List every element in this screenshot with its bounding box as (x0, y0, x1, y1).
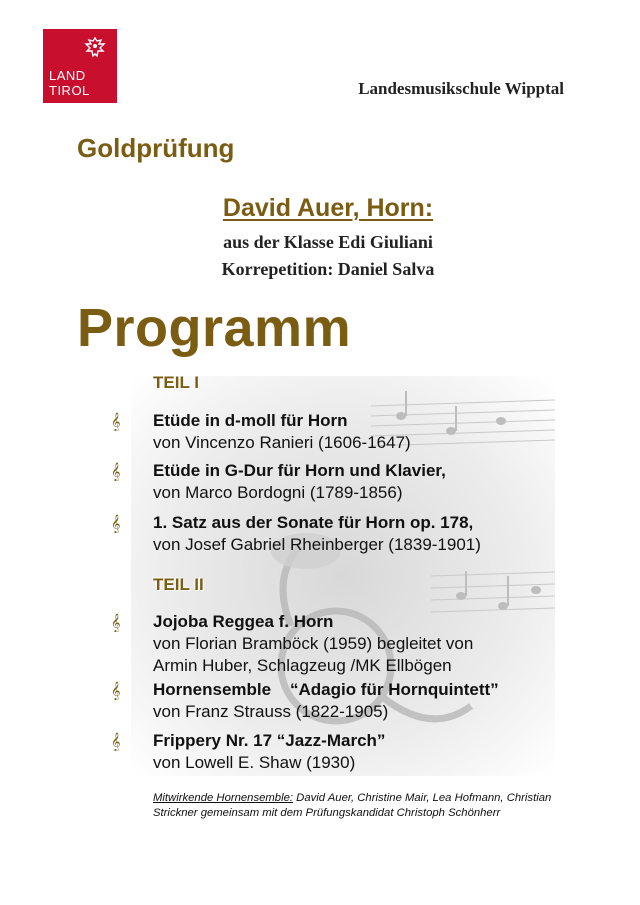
logo-line-2: TIROL (49, 83, 90, 98)
performer-name: David Auer, Horn: (222, 194, 434, 222)
program-item-composer: von Josef Gabriel Rheinberger (1839-1901) (153, 535, 481, 554)
treble-clef-icon (108, 680, 128, 700)
program-item-composer-continued: Armin Huber, Schlagzeug /MK Ellbögen (153, 656, 452, 675)
school-name: Landesmusikschule Wipptal (358, 79, 564, 98)
treble-clef-icon (108, 731, 128, 751)
program-item (111, 679, 499, 723)
program-item (111, 460, 446, 504)
program-item-composer: von Vincenzo Ranieri (1606-1647) (153, 433, 411, 452)
korrepetition-line: Korrepetition: Daniel Salva (221, 259, 435, 279)
program-item-title: Frippery Nr. 17 “Jazz-March” (153, 731, 386, 750)
treble-clef-icon (108, 411, 128, 431)
svg-text:𝄞: 𝄞 (111, 732, 121, 751)
teil-1-heading: TEIL I (153, 373, 199, 392)
program-item-title: Hornensemble “Adagio für Hornquintett” (153, 680, 499, 699)
svg-text:𝄞: 𝄞 (111, 514, 121, 533)
teil-2-heading: TEIL II (153, 575, 204, 594)
ensemble-credits (153, 791, 573, 821)
programm-heading: Programm (77, 298, 352, 358)
program-item-composer: von Florian Bramböck (1959) begleitet von (153, 634, 474, 653)
exam-title: Goldprüfung (77, 133, 235, 163)
logo-line-1: LAND (49, 68, 86, 83)
program-item-title: Etüde in G-Dur für Horn und Klavier, (153, 461, 446, 480)
treble-clef-icon (108, 461, 128, 481)
program-item (111, 512, 481, 556)
program-item (111, 410, 411, 454)
ensemble-members: David Auer, Christine Mair, Lea Hofmann, Christian Strickner gemeinsam mit dem Prüfungskandidat Christoph Schönherr (153, 792, 552, 819)
eagle-icon (83, 35, 107, 63)
ensemble-label: Mitwirkende Hornensemble: (153, 792, 294, 804)
svg-text:𝄞: 𝄞 (111, 613, 121, 632)
svg-text:𝄞: 𝄞 (111, 462, 121, 481)
program-item-title: Etüde in d-moll für Horn (153, 411, 348, 430)
program-item-title: Jojoba Reggea f. Horn (153, 612, 334, 631)
program-item-composer: von Lowell E. Shaw (1930) (153, 753, 356, 772)
class-line: aus der Klasse Edi Giuliani (223, 232, 433, 252)
program-item (111, 611, 474, 677)
land-tirol-logo (43, 29, 117, 103)
program-item-title: 1. Satz aus der Sonate für Horn op. 178, (153, 513, 474, 532)
treble-clef-icon (108, 513, 128, 533)
svg-text:𝄞: 𝄞 (111, 681, 121, 700)
program-item-composer: von Marco Bordogni (1789-1856) (153, 483, 403, 502)
program-item (111, 730, 386, 774)
svg-text:𝄞: 𝄞 (111, 412, 121, 431)
treble-clef-icon (108, 612, 128, 632)
program-item-composer: von Franz Strauss (1822-1905) (153, 702, 389, 721)
